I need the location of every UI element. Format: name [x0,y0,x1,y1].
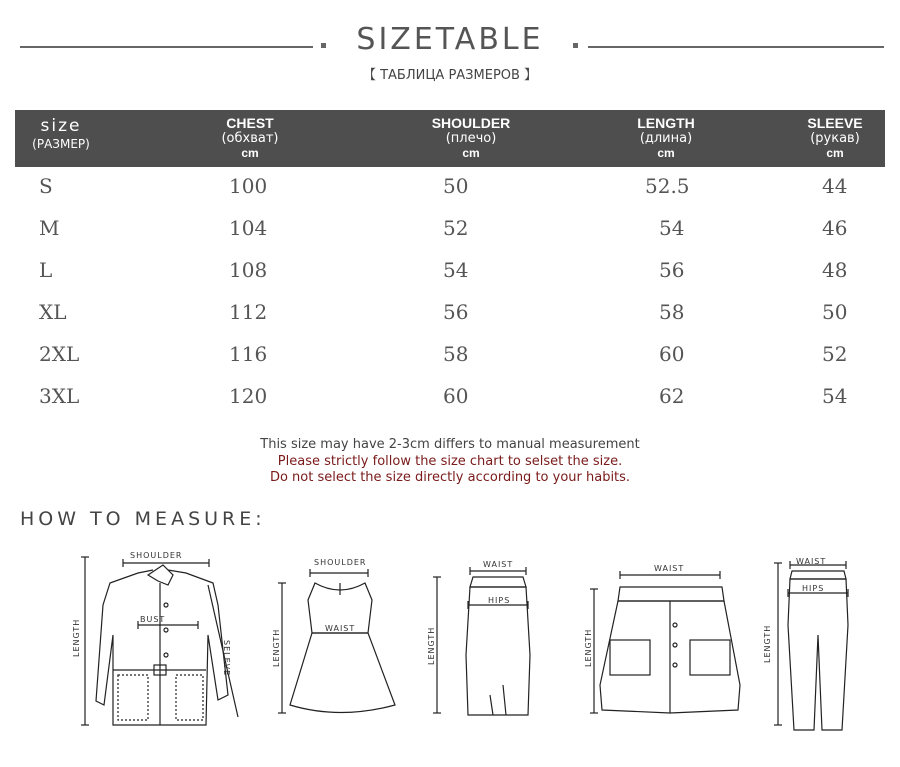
sleeve-cell: 52 [822,342,848,366]
sleeve-cell: 54 [822,384,848,408]
dress-illustration [270,545,410,735]
size-cell: L [39,258,53,282]
chest-cell: 116 [229,342,268,366]
size-cell: XL [39,300,67,324]
table-row [15,252,885,294]
column-sublabel: (длина) [639,131,693,146]
shorts-diagram [580,545,750,735]
note-measurement-difference: This size may have 2-3cm differs to manual measurement [260,437,640,452]
column-sublabel: (рукав) [810,131,860,146]
column-unit: cm [462,146,480,160]
title-divider-right [588,46,884,48]
length-cell: 62 [659,384,685,408]
column-label: SLEEVE [807,115,863,131]
column-header-size [21,110,101,167]
column-sublabel: (обхват) [221,131,279,146]
column-sublabel: (плечо) [445,131,497,146]
length-cell: 52.5 [645,174,690,198]
size-cell: M [39,216,60,240]
column-label: SHOULDER [431,115,511,131]
column-label: CHEST [226,115,274,131]
title-row [0,22,900,66]
dress-waist-label: WAIST [325,624,356,633]
length-cell: 58 [659,300,685,324]
size-cell: S [39,174,53,198]
table-row [15,210,885,252]
jacket-bust-label: BUST [140,615,166,624]
length-cell: 56 [659,258,685,282]
jacket-shoulder-label: SHOULDER [130,551,183,560]
shorts-waist-label: WAIST [654,564,685,573]
shoulder-cell: 56 [443,300,469,324]
jacket-length-label: LENGTH [72,618,81,657]
shoulder-cell: 54 [443,258,469,282]
how-to-measure-heading: HOW TO MEASURE: [20,508,266,530]
length-cell: 60 [659,342,685,366]
note-habits-warning: Do not select the size directly according to your habits. [269,470,631,485]
size-table-body [15,168,885,420]
column-sublabel: (РАЗМЕР) [32,137,90,151]
sleeve-cell: 46 [822,216,848,240]
table-row [15,294,885,336]
dress-diagram [270,545,410,735]
measurement-notes [0,436,900,485]
jacket-sleeve-label: SELEVE [222,640,231,677]
column-unit: cm [826,146,844,160]
chest-cell: 112 [229,300,268,324]
size-table-header [15,110,885,167]
pants-length-label: LENGTH [763,624,772,663]
sleeve-cell: 44 [822,174,848,198]
skirt-waist-label: WAIST [483,560,514,569]
note-follow-chart: Please strictly follow the size chart to selset the size. [277,454,623,469]
pants-hips-label: HIPS [802,584,825,593]
column-unit: cm [241,146,259,160]
chest-cell: 108 [229,258,268,282]
title-dot-right [573,43,578,48]
sleeve-cell: 50 [822,300,848,324]
column-unit: cm [657,146,675,160]
dress-length-label: LENGTH [272,628,281,667]
pants-diagram [758,545,878,735]
page-title: SIZETABLE [356,22,544,57]
chest-cell: 104 [229,216,268,240]
dress-shoulder-label: SHOULDER [314,558,367,567]
skirt-illustration [428,545,558,735]
table-row [15,336,885,378]
chest-cell: 100 [229,174,268,198]
table-row [15,378,885,420]
column-header-sleeve [795,110,875,167]
length-cell: 54 [659,216,685,240]
table-row [15,168,885,210]
column-label: LENGTH [637,115,695,131]
skirt-length-label: LENGTH [427,626,436,665]
shoulder-cell: 58 [443,342,469,366]
shoulder-cell: 60 [443,384,469,408]
skirt-hips-label: HIPS [488,596,511,605]
pants-illustration [758,545,878,735]
shoulder-cell: 52 [443,216,469,240]
jacket-diagram [68,545,248,735]
shorts-length-label: LENGTH [584,628,593,667]
column-header-shoulder [416,110,526,167]
jacket-illustration [68,545,248,735]
column-header-length [621,110,711,167]
sleeve-cell: 48 [822,258,848,282]
shorts-illustration [580,545,750,735]
shoulder-cell: 50 [443,174,469,198]
size-cell: 2XL [39,342,80,366]
column-label: size [40,116,82,136]
size-cell: 3XL [39,384,80,408]
pants-waist-label: WAIST [796,557,827,566]
page-subtitle: 【 ТАБЛИЦА РАЗМЕРОВ 】 [362,68,538,83]
chest-cell: 120 [229,384,268,408]
skirt-diagram [428,545,558,735]
column-header-chest [200,110,300,167]
